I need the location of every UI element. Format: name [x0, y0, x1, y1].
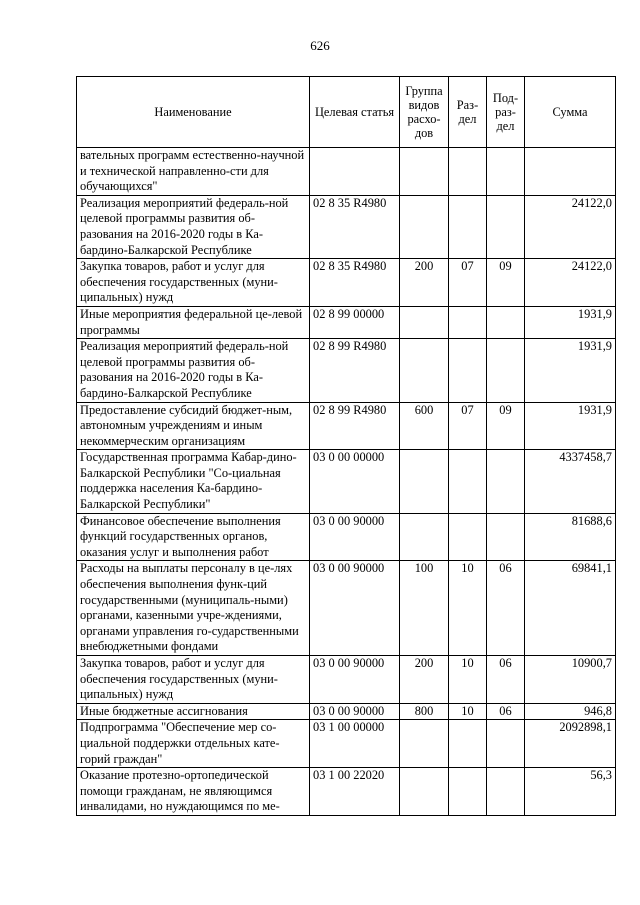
cell-name: Подпрограмма "Обеспечение мер со-циальной поддержки отдельных кате-горий граждан" — [77, 720, 310, 768]
cell-group — [400, 339, 449, 402]
cell-section: 07 — [449, 259, 487, 307]
cell-name: Расходы на выплаты персоналу в це-лях обеспечения выполнения функ-ций государственными (муниципаль-ными) органами, казенными учре-ждениями, органами управления го-сударственными внебюджетными фондами — [77, 561, 310, 656]
cell-name: Иные мероприятия федеральной це-левой программы — [77, 306, 310, 338]
table-row — [77, 402, 616, 450]
cell-subsection — [487, 450, 525, 513]
cell-amount: 69841,1 — [525, 561, 616, 656]
cell-group — [400, 450, 449, 513]
cell-amount: 1931,9 — [525, 402, 616, 450]
cell-subsection — [487, 306, 525, 338]
cell-amount: 24122,0 — [525, 195, 616, 258]
table-row — [77, 513, 616, 561]
header-target: Целевая статья — [310, 77, 400, 148]
cell-amount: 24122,0 — [525, 259, 616, 307]
cell-group — [400, 720, 449, 768]
cell-target: 03 0 00 90000 — [310, 656, 400, 704]
cell-name: Предоставление субсидий бюджет-ным, автономным учреждениям и иным некоммерческим организациям — [77, 402, 310, 450]
cell-section — [449, 450, 487, 513]
cell-target: 03 1 00 22020 — [310, 768, 400, 816]
cell-section — [449, 339, 487, 402]
cell-section — [449, 768, 487, 816]
cell-group: 200 — [400, 656, 449, 704]
header-group: Группа видов расхо-дов — [400, 77, 449, 148]
cell-target: 02 8 99 R4980 — [310, 339, 400, 402]
table-row — [77, 561, 616, 656]
cell-group — [400, 768, 449, 816]
cell-subsection — [487, 768, 525, 816]
table-row — [77, 703, 616, 720]
cell-subsection: 09 — [487, 402, 525, 450]
cell-group — [400, 148, 449, 196]
cell-amount: 1931,9 — [525, 339, 616, 402]
cell-name: Закупка товаров, работ и услуг для обеспечения государственных (муни-ципальных) нужд — [77, 656, 310, 704]
cell-section — [449, 195, 487, 258]
cell-group: 600 — [400, 402, 449, 450]
cell-name: вательных программ естественно-научной и технической направленно-сти для обучающихся" — [77, 148, 310, 196]
cell-section — [449, 306, 487, 338]
cell-section: 10 — [449, 561, 487, 656]
cell-name: Реализация мероприятий федераль-ной целевой программы развития об-разования на 2016-2020 годы в Ка-бардино-Балкарской Республике — [77, 195, 310, 258]
cell-subsection: 06 — [487, 561, 525, 656]
table-row — [77, 306, 616, 338]
cell-amount: 4337458,7 — [525, 450, 616, 513]
table-row — [77, 720, 616, 768]
cell-section — [449, 148, 487, 196]
cell-name: Государственная программа Кабар-дино-Балкарской Республики "Со-циальная поддержка населения Ка-бардино-Балкарской Республики" — [77, 450, 310, 513]
cell-subsection: 06 — [487, 703, 525, 720]
cell-subsection — [487, 339, 525, 402]
table-row — [77, 259, 616, 307]
cell-group — [400, 195, 449, 258]
cell-amount: 81688,6 — [525, 513, 616, 561]
cell-name: Иные бюджетные ассигнования — [77, 703, 310, 720]
cell-section: 07 — [449, 402, 487, 450]
table-row — [77, 768, 616, 816]
page-number: 626 — [310, 38, 330, 53]
cell-section — [449, 513, 487, 561]
table-row — [77, 195, 616, 258]
cell-group: 100 — [400, 561, 449, 656]
cell-subsection: 09 — [487, 259, 525, 307]
cell-section: 10 — [449, 703, 487, 720]
cell-target: 02 8 99 R4980 — [310, 402, 400, 450]
cell-group — [400, 513, 449, 561]
table-row — [77, 450, 616, 513]
cell-target: 02 8 35 R4980 — [310, 195, 400, 258]
header-name: Наименование — [77, 77, 310, 148]
cell-target: 03 1 00 00000 — [310, 720, 400, 768]
table-header-row — [77, 77, 616, 148]
cell-subsection — [487, 513, 525, 561]
cell-amount: 10900,7 — [525, 656, 616, 704]
cell-group — [400, 306, 449, 338]
cell-target: 03 0 00 00000 — [310, 450, 400, 513]
cell-name: Оказание протезно-ортопедической помощи гражданам, не являющимся инвалидами, но нуждающимся по ме- — [77, 768, 310, 816]
cell-name: Реализация мероприятий федераль-ной целевой программы развития об-разования на 2016-2020 годы в Ка-бардино-Балкарской Республике — [77, 339, 310, 402]
table-row — [77, 148, 616, 196]
cell-target — [310, 148, 400, 196]
cell-name: Финансовое обеспечение выполнения функций государственных органов, оказания услуг и выполнения работ — [77, 513, 310, 561]
header-section: Раз-дел — [449, 77, 487, 148]
cell-subsection — [487, 720, 525, 768]
header-amount: Сумма — [525, 77, 616, 148]
cell-amount: 56,3 — [525, 768, 616, 816]
cell-amount: 2092898,1 — [525, 720, 616, 768]
cell-section — [449, 720, 487, 768]
cell-target: 03 0 00 90000 — [310, 561, 400, 656]
cell-target: 02 8 99 00000 — [310, 306, 400, 338]
cell-subsection: 06 — [487, 656, 525, 704]
cell-target: 02 8 35 R4980 — [310, 259, 400, 307]
cell-amount: 946,8 — [525, 703, 616, 720]
cell-subsection — [487, 148, 525, 196]
table-row — [77, 339, 616, 402]
cell-group: 800 — [400, 703, 449, 720]
table-row — [77, 656, 616, 704]
budget-table — [76, 76, 616, 816]
header-subsection: Под-раз-дел — [487, 77, 525, 148]
cell-amount — [525, 148, 616, 196]
cell-subsection — [487, 195, 525, 258]
cell-amount: 1931,9 — [525, 306, 616, 338]
cell-target: 03 0 00 90000 — [310, 513, 400, 561]
cell-group: 200 — [400, 259, 449, 307]
cell-name: Закупка товаров, работ и услуг для обеспечения государственных (муни-ципальных) нужд — [77, 259, 310, 307]
cell-target: 03 0 00 90000 — [310, 703, 400, 720]
cell-section: 10 — [449, 656, 487, 704]
